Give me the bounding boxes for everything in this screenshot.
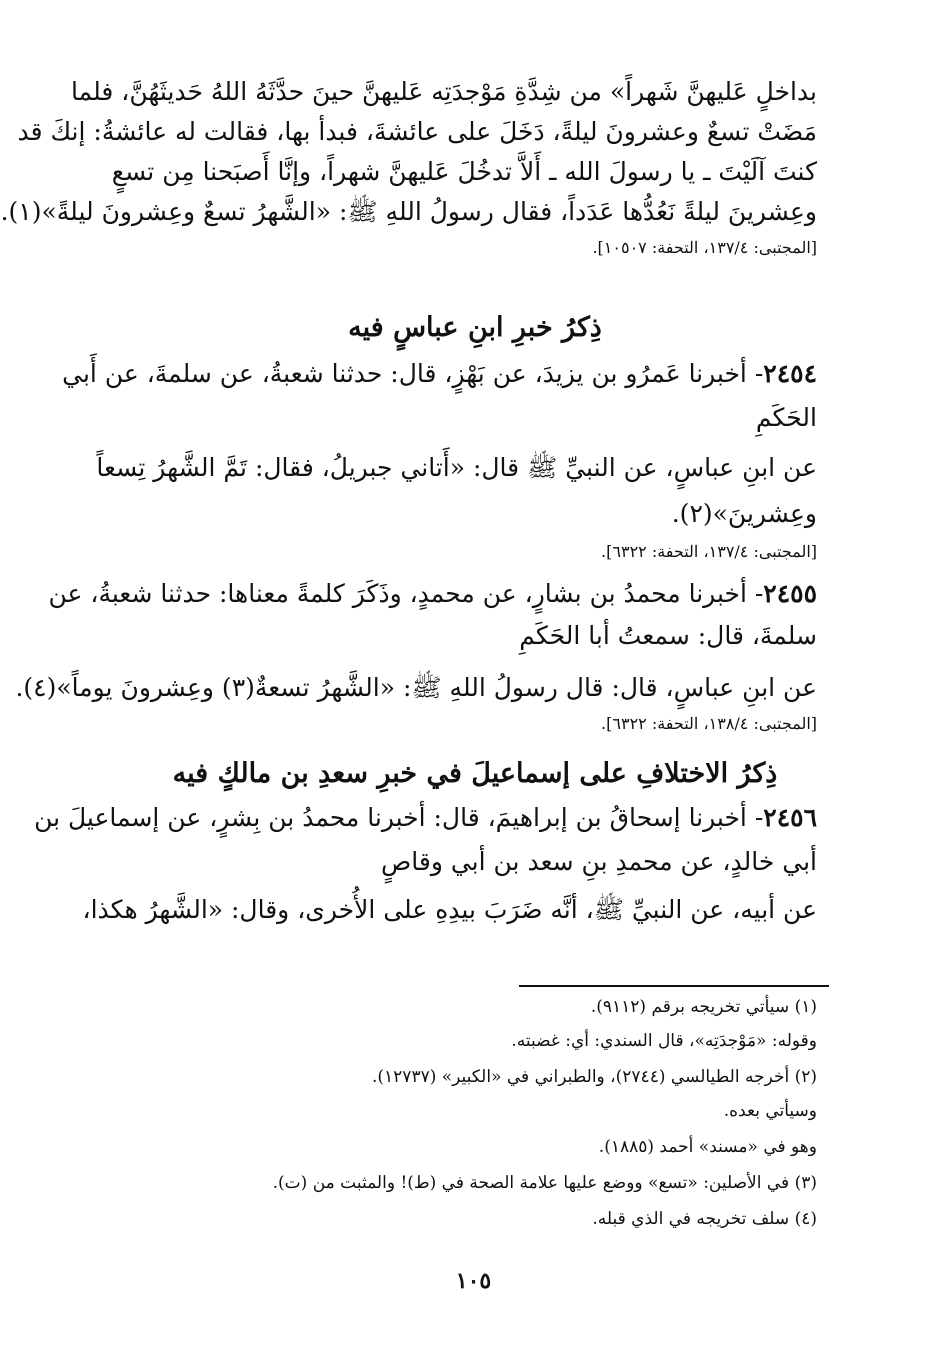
footnote: وهو في «مسند» أحمد (١٨٨٥). <box>598 1137 817 1157</box>
body-line-2: مَضَتْ تسعٌ وعشرونَ ليلةً، دَخَلَ على عائشةَ، فبدأ بها، فقالت له عائشةُ: إنكَ قد <box>17 117 817 146</box>
hadith-2454-line-4: وعِشرينَ»(٢). <box>671 499 817 528</box>
section-heading: ذِكرُ خبرِ ابنِ عباسٍ فيه <box>348 312 602 343</box>
hadith-number: ٢٤٥٦ <box>763 803 817 832</box>
source-reference: [المجتبى: ١٣٧/٤، التحفة: ٦٣٢٢]. <box>601 542 817 561</box>
hadith-2454-line-1: ٢٤٥٤- أخبرنا عَمرُو بن يزيدَ، عن بَهْزٍ، قال: حدثنا شعبةُ، عن سلمةَ، عن أَبي <box>62 359 817 388</box>
section-heading: ذِكرُ الاختلافِ على إسماعيلَ في خبرِ سعدِ بن مالكٍ فيه <box>172 758 778 789</box>
body-line-3: كنتَ آلَيْتَ ـ يا رسولَ الله ـ أَلاَّ تدخُلَ عَليهنَّ شهراً، وإنَّا أَصبَحنا مِن تسعٍ <box>111 157 817 186</box>
body-line-1: بداخلٍ عَليهنَّ شَهراً» من شِدَّةِ مَوْجدَتِه عَليهنَّ حينَ حدَّثَهُ اللهُ حَديثَهُنَّ، فلما <box>71 77 817 106</box>
hadith-2454-line-3: عن ابنِ عباسٍ، عن النبيِّ ﷺ قال: «أَتاني جبريلُ، فقال: تَمَّ الشَّهرُ تِسعاً <box>96 453 817 482</box>
hadith-2456-line-3: عن أبيه، عن النبيِّ ﷺ، أنَّه ضَرَبَ بيدِهِ على الأُخرى، وقال: «الشَّهرُ هكذا، <box>82 895 817 924</box>
hadith-2455-line-3: عن ابنِ عباسٍ، قال: قال رسولُ اللهِ ﷺ: «الشَّهرُ تسعةٌ(٣) وعِشرونَ يوماً»(٤). <box>15 673 817 702</box>
hadith-2455-line-1: ٢٤٥٥- أخبرنا محمدُ بن بشارٍ، عن محمدٍ، وذَكَرَ كلمةً معناها: حدثنا شعبةُ، عن <box>48 579 817 608</box>
hadith-number: ٢٤٥٤ <box>763 359 817 388</box>
hadith-2455-line-2: سلمةَ، قال: سمعتُ أبا الحَكَمِ <box>519 621 817 650</box>
footnote: (٣) في الأصلين: «تسع» ووضع عليها علامة الصحة في (ط)! والمثبت من (ت). <box>272 1173 817 1193</box>
footnote: (٢) أخرجه الطيالسي (٢٧٤٤)، والطبراني في «الكبير» (١٢٧٣٧). <box>372 1067 817 1087</box>
hadith-2454-line-2: الحَكَمِ <box>755 403 817 432</box>
hadith-2456-line-1: ٢٤٥٦- أخبرنا إسحاقُ بن إبراهيمَ، قال: أخبرنا محمدُ بن بِشرٍ، عن إسماعيلَ بن <box>34 803 817 832</box>
body-line-4: وعِشرينَ ليلةً نَعُدُّها عَدَداً، فقال رسولُ اللهِ ﷺ: «الشَّهرُ تسعٌ وعِشرونَ ليلةً»(١). <box>0 197 817 226</box>
source-reference: [المجتبى: ١٣٧/٤، التحفة: ١٠٥٠٧]. <box>592 238 817 257</box>
footnote-divider <box>519 985 829 987</box>
hadith-number: ٢٤٥٥ <box>763 579 817 608</box>
footnote: وقوله: «مَوْجدَتِه»، قال السندي: أي: غضبته. <box>511 1031 817 1051</box>
page-number: ١٠٥ <box>455 1268 492 1294</box>
footnote: (١) سيأتي تخريجه برقم (٩١١٢). <box>590 997 817 1017</box>
footnote: وسيأتي بعده. <box>723 1101 817 1121</box>
hadith-2456-line-2: أبي خالدٍ، عن محمدِ بنِ سعد بن أبي وقاصٍ <box>381 847 817 876</box>
source-reference: [المجتبى: ١٣٨/٤، التحفة: ٦٣٢٢]. <box>601 714 817 733</box>
footnote: (٤) سلف تخريجه في الذي قبله. <box>592 1209 817 1229</box>
